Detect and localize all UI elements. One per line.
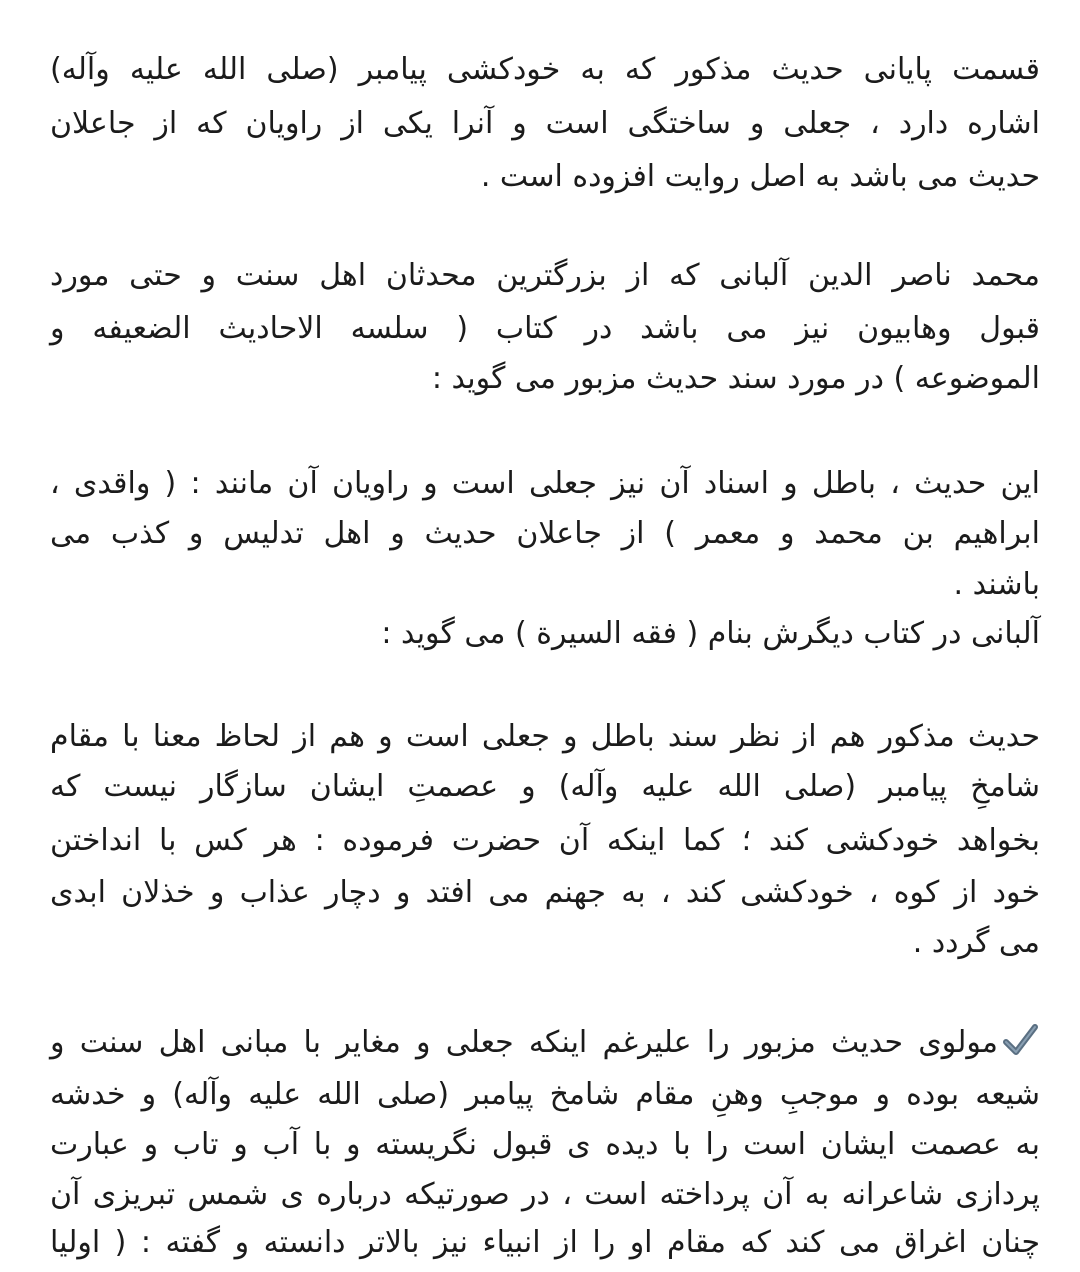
paragraph-1-line-3: حدیث می باشد به اصل روایت افزوده است . xyxy=(480,159,1040,194)
paragraph-5-line-2: شیعه بوده و موجبِ وهنِ مقام شامخ پیامبر (صلی الله علیه وآله) و خدشه xyxy=(50,1077,1040,1112)
paragraph-3-line-4: آلبانی در کتاب دیگرش بنام ( فقه السیرة ) می گوید : xyxy=(381,616,1040,651)
paragraph-5-line-5: چنان اغراق می کند که مقام او را از انبیاء نیز بالاتر دانسته و گفته : ( اولیا xyxy=(50,1225,1040,1260)
paragraph-4-line-4: خود از کوه ، خودکشی کند ، به جهنم می افتد و دچار عذاب و خذلان ابدی xyxy=(50,875,1040,910)
paragraph-4-line-5: می گردد . xyxy=(912,925,1040,960)
paragraph-5-line-3: به عصمت ایشان است را با دیده ی قبول نگریسته و با آب و تاب و عبارت xyxy=(50,1127,1040,1162)
paragraph-4-line-1: حدیث مذکور هم از نظر سند باطل و جعلی است و هم از لحاظ معنا با مقام xyxy=(50,719,1040,754)
paragraph-1-line-1: قسمت پایانی حدیث مذکور که به خودکشی پیامبر (صلی الله علیه وآله) xyxy=(50,52,1040,87)
paragraph-2-line-1: محمد ناصر الدین آلبانی که از بزرگترین محدثان اهل سنت و حتی مورد xyxy=(50,258,1040,293)
check-mark-icon xyxy=(1000,1020,1040,1060)
paragraph-4-line-2: شامخِ پیامبر (صلی الله علیه وآله) و عصمتِ ایشان سازگار نیست که xyxy=(50,769,1040,804)
paragraph-5-line-1 xyxy=(50,1016,1040,1070)
paragraph-1-line-2: اشاره دارد ، جعلی و ساختگی است و آنرا یکی از راویان که از جاعلان xyxy=(50,106,1040,141)
paragraph-5-line-4: پردازی شاعرانه به آن پرداخته است ، در صورتیکه درباره ی شمس تبریزی آن xyxy=(50,1177,1040,1212)
paragraph-3-line-2: ابراهیم بن محمد و معمر ) از جاعلان حدیث و اهل تدلیس و کذب می xyxy=(50,516,1040,551)
paragraph-3-line-3: باشند . xyxy=(953,567,1040,602)
paragraph-2-line-3: الموضوعه ) در مورد سند حدیث مزبور می گوید : xyxy=(431,361,1040,396)
paragraph-3-line-1: این حدیث ، باطل و اسناد آن نیز جعلی است و راویان آن مانند : ( واقدی ، xyxy=(50,466,1040,501)
paragraph-4-line-3: بخواهد خودکشی کند ؛ کما اینکه آن حضرت فرموده : هر کس با انداختن xyxy=(50,823,1040,858)
paragraph-2-line-2: قبول وهابیون نیز می باشد در کتاب ( سلسه الاحادیث الضعیفه و xyxy=(50,311,1040,346)
paragraph-5-line-1-text: مولوی حدیث مزبور را علیرغم اینکه جعلی و مغایر با مبانی اهل سنت و xyxy=(50,1025,998,1060)
